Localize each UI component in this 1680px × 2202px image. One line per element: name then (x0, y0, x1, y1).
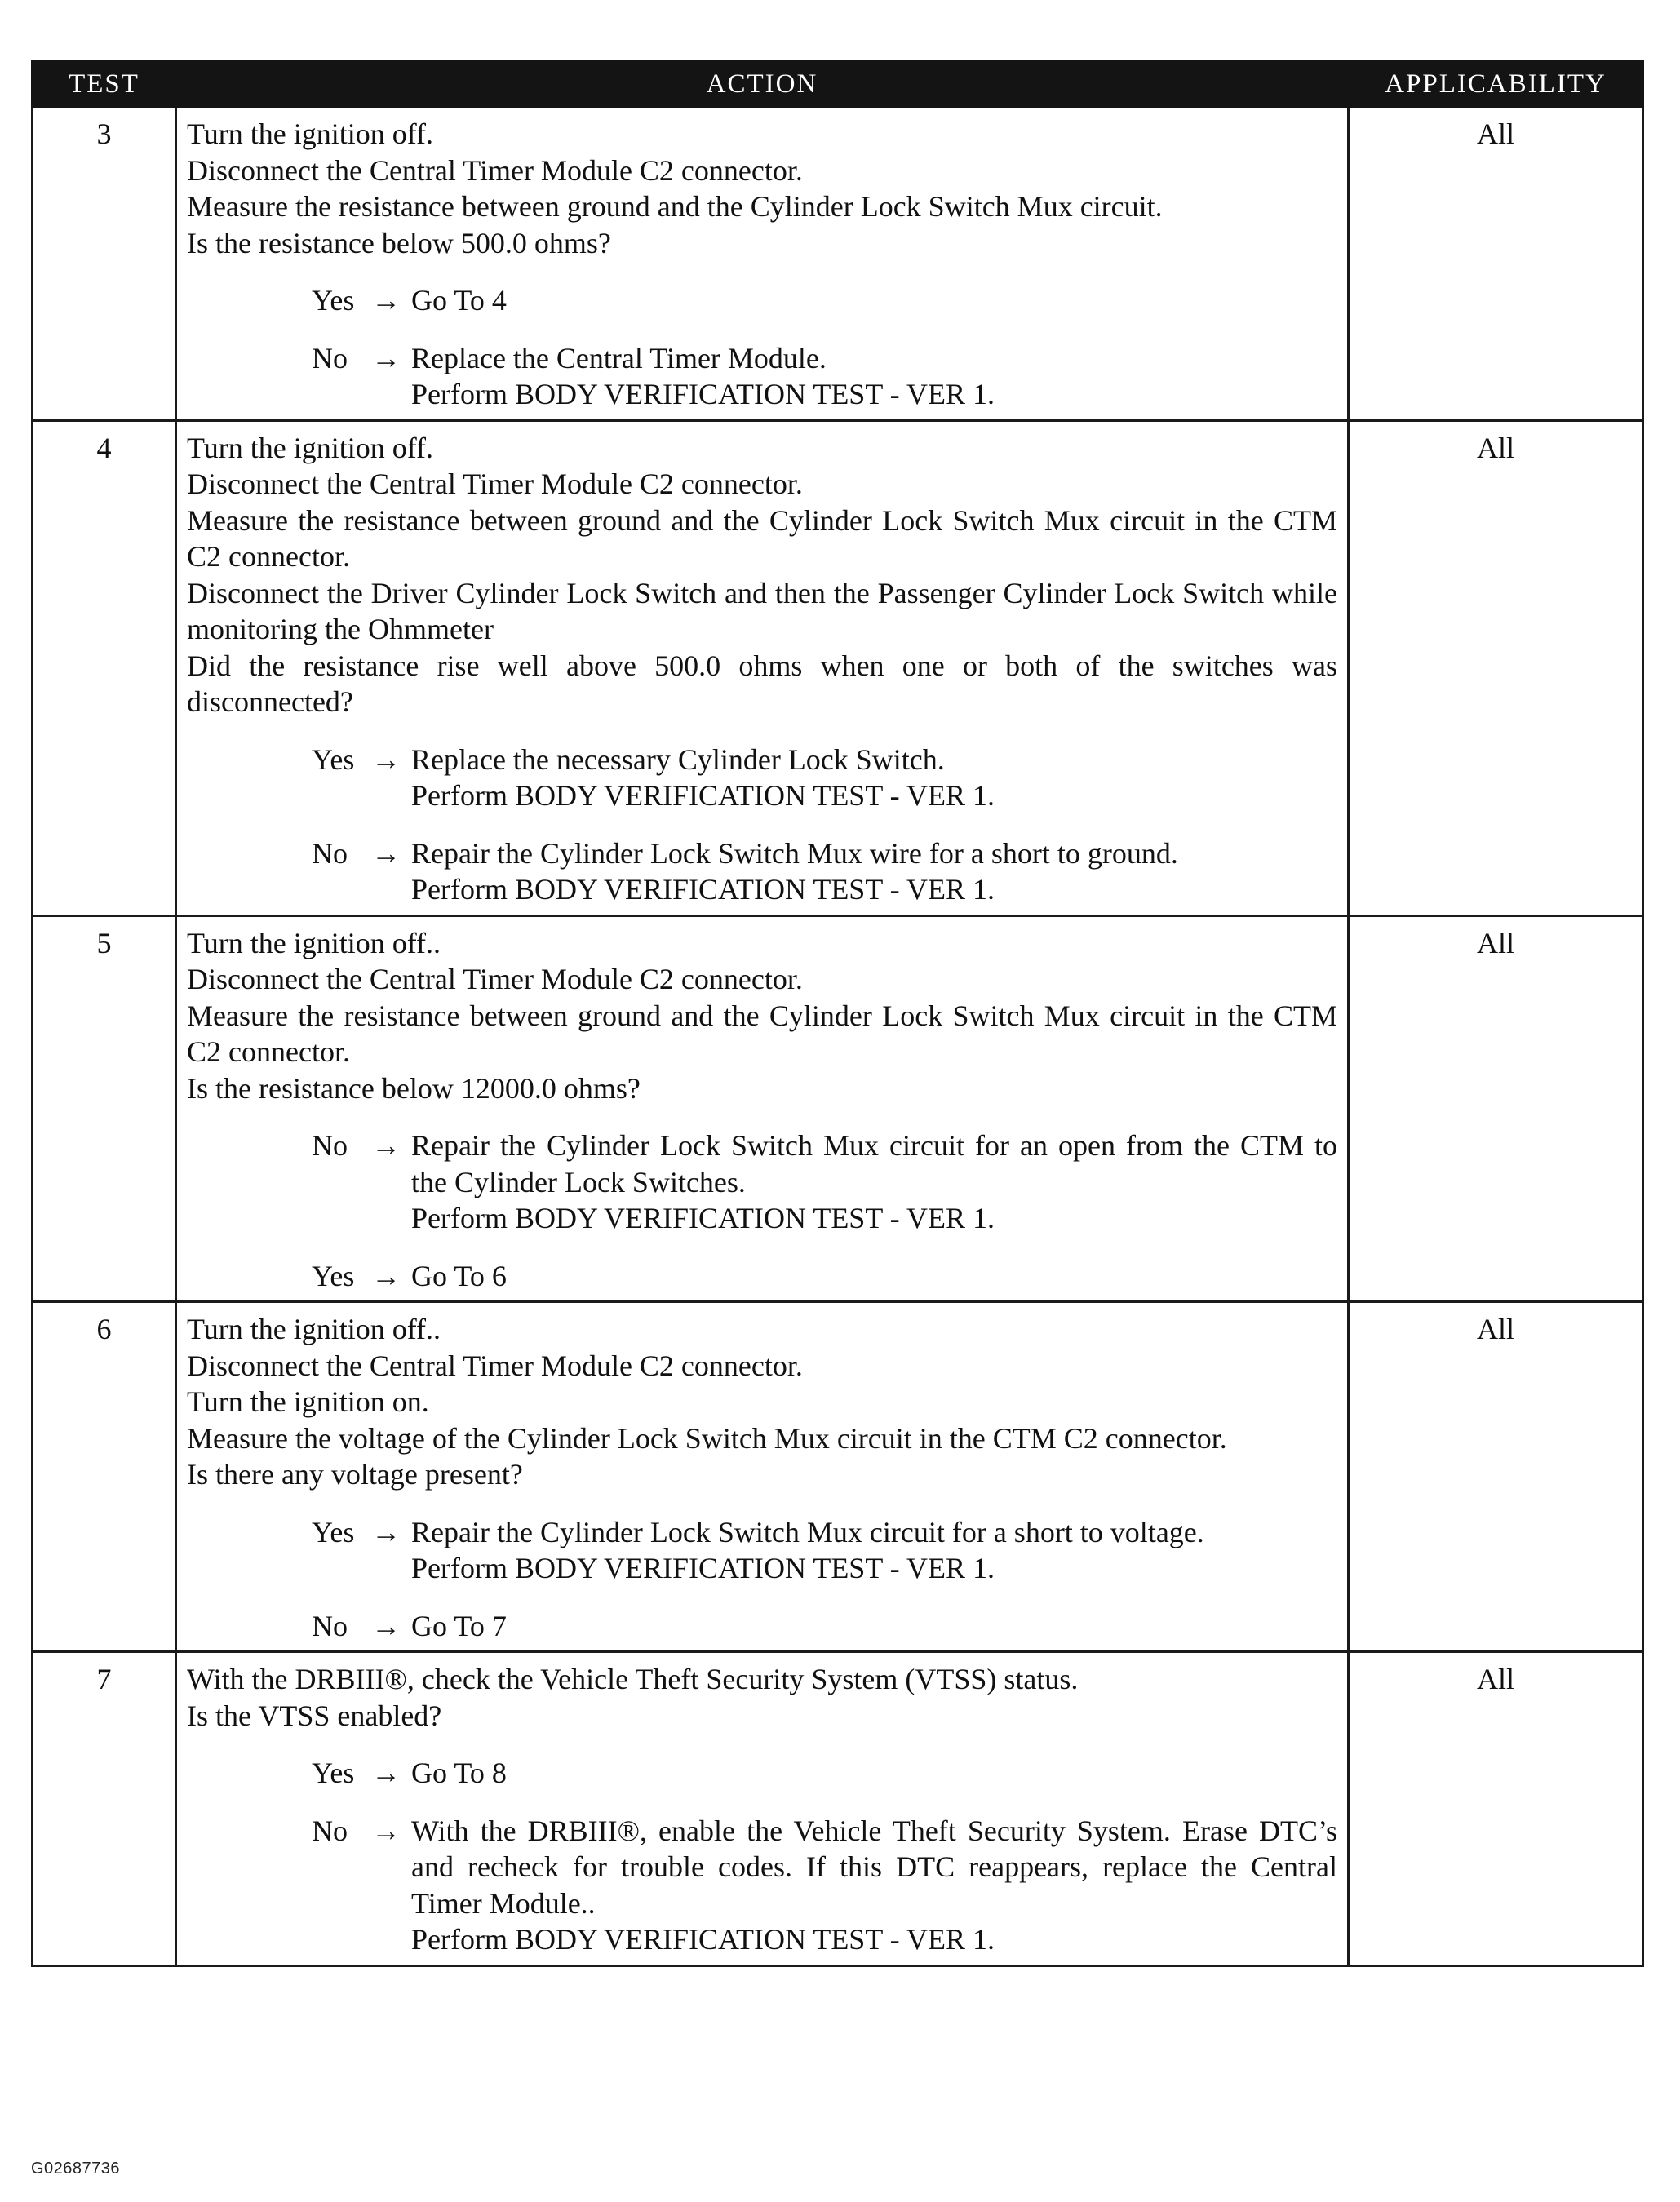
branch-text-line: Replace the necessary Cylinder Lock Switch. (411, 742, 945, 776)
table-row (33, 420, 1643, 915)
branch-text-line: Perform BODY VERIFICATION TEST - VER 1. (411, 779, 995, 812)
outcome-branch (312, 282, 1337, 319)
action-step: With the DRBIII®, check the Vehicle Theft Security System (VTSS) status. (187, 1663, 1079, 1695)
arrow-right-icon: → (371, 341, 401, 374)
branch-text-line: Perform BODY VERIFICATION TEST - VER 1. (411, 1923, 995, 1956)
action-step: Turn the ignition off. (187, 431, 434, 464)
branch-instructions (411, 282, 1337, 319)
arrow-right-icon: → (371, 1814, 401, 1847)
branch-label: No (312, 341, 348, 374)
action-cell (176, 107, 1349, 421)
action-step: Is there any voltage present? (187, 1458, 523, 1491)
test-number: 5 (33, 915, 176, 1302)
branch-label: No (312, 836, 348, 870)
action-step: Measure the resistance between ground and the Cylinder Lock Switch Mux circuit in the CTM C2 connector. (187, 999, 1337, 1068)
action-step: Turn the ignition on. (187, 1385, 429, 1418)
table-header-row (33, 62, 1643, 107)
arrow-right-icon: → (371, 1129, 401, 1162)
action-cell (176, 1302, 1349, 1652)
table-row (33, 1652, 1643, 1966)
branch-text-line: Perform BODY VERIFICATION TEST - VER 1. (411, 378, 995, 410)
outcome-branch (312, 340, 1337, 413)
test-number: 4 (33, 420, 176, 915)
action-cell (176, 915, 1349, 1302)
branch-text-line: Go To 8 (411, 1757, 507, 1789)
branch-instructions (411, 1128, 1337, 1237)
action-step: Turn the ignition off.. (187, 1313, 441, 1345)
outcome-branch (312, 1608, 1337, 1645)
outcome-branch (312, 1514, 1337, 1587)
branch-instructions (411, 835, 1337, 908)
arrow-right-icon: → (371, 1515, 401, 1548)
action-step: Disconnect the Central Timer Module C2 connector. (187, 963, 803, 995)
header-action: ACTION (176, 62, 1349, 107)
branch-label: Yes (312, 742, 355, 776)
branch-text-line: Repair the Cylinder Lock Switch Mux wire for a short to ground. (411, 836, 1178, 870)
branch-label: Yes (312, 1515, 355, 1548)
header-test: TEST (33, 62, 176, 107)
test-procedure-table (31, 60, 1644, 1967)
table-row (33, 1302, 1643, 1652)
action-step: Measure the voltage of the Cylinder Lock Switch Mux circuit in the CTM C2 connector. (187, 1421, 1227, 1455)
test-number: 6 (33, 1302, 176, 1652)
branch-text-line: Perform BODY VERIFICATION TEST - VER 1. (411, 873, 995, 906)
table-row (33, 107, 1643, 421)
action-step: Disconnect the Driver Cylinder Lock Switch and then the Passenger Cylinder Lock Switch while monitoring the Ohmmeter (187, 576, 1337, 645)
applicability-value: All (1349, 1652, 1643, 1966)
arrow-right-icon: → (371, 284, 401, 317)
branch-instructions (411, 1608, 1337, 1645)
action-step: Disconnect the Central Timer Module C2 connector. (187, 153, 803, 187)
branch-text-line: Go To 7 (411, 1609, 507, 1642)
branch-instructions (411, 1514, 1337, 1587)
branch-label: Yes (312, 1757, 355, 1789)
applicability-value: All (1349, 420, 1643, 915)
branch-text-line: Repair the Cylinder Lock Switch Mux circuit for an open from the CTM to the Cylinder Lock Switches. (411, 1129, 1337, 1198)
action-cell (176, 420, 1349, 915)
arrow-right-icon: → (371, 742, 401, 776)
table-row (33, 915, 1643, 1302)
action-step: Is the resistance below 12000.0 ohms? (187, 1071, 641, 1105)
branch-text-line: Perform BODY VERIFICATION TEST - VER 1. (411, 1202, 995, 1234)
branch-label: No (312, 1814, 348, 1847)
branch-instructions (411, 1813, 1337, 1958)
action-cell (176, 1652, 1349, 1966)
action-step: Measure the resistance between ground and the Cylinder Lock Switch Mux circuit. (187, 190, 1163, 223)
action-step: Is the VTSS enabled? (187, 1699, 442, 1732)
branch-instructions (411, 1258, 1337, 1295)
outcome-branch (312, 1813, 1337, 1958)
branch-text-line: Repair the Cylinder Lock Switch Mux circuit for a short to voltage. (411, 1515, 1204, 1548)
branch-label: Yes (312, 1259, 355, 1292)
branch-text-line: Perform BODY VERIFICATION TEST - VER 1. (411, 1552, 995, 1584)
branch-text-line: With the DRBIII®, enable the Vehicle Theft Security System. Erase DTC’s and recheck for trouble codes. If this DTC reappears, replace the Central Timer Module.. (411, 1814, 1337, 1920)
arrow-right-icon: → (371, 1757, 401, 1789)
outcome-branch (312, 1258, 1337, 1295)
applicability-value: All (1349, 915, 1643, 1302)
arrow-right-icon: → (371, 1259, 401, 1292)
outcome-branch (312, 742, 1337, 814)
outcome-branch (312, 835, 1337, 908)
header-applicability: APPLICABILITY (1349, 62, 1643, 107)
branch-label: No (312, 1129, 348, 1162)
branch-instructions (411, 340, 1337, 413)
table-body (33, 107, 1643, 1966)
action-step: Disconnect the Central Timer Module C2 connector. (187, 1349, 803, 1382)
branch-instructions (411, 742, 1337, 814)
applicability-value: All (1349, 1302, 1643, 1652)
applicability-value: All (1349, 107, 1643, 421)
figure-id: G02687736 (31, 2160, 121, 2178)
branch-text-line: Go To 6 (411, 1259, 507, 1292)
branch-instructions (411, 1755, 1337, 1792)
action-step: Is the resistance below 500.0 ohms? (187, 226, 611, 259)
arrow-right-icon: → (371, 1609, 401, 1642)
test-number: 7 (33, 1652, 176, 1966)
test-number: 3 (33, 107, 176, 421)
branch-label: No (312, 1609, 348, 1642)
branch-text-line: Replace the Central Timer Module. (411, 341, 827, 374)
action-step: Measure the resistance between ground and the Cylinder Lock Switch Mux circuit in the CTM C2 connector. (187, 503, 1337, 573)
arrow-right-icon: → (371, 836, 401, 870)
branch-text-line: Go To 4 (411, 284, 507, 317)
action-step: Disconnect the Central Timer Module C2 connector. (187, 467, 803, 500)
outcome-branch (312, 1128, 1337, 1237)
outcome-branch (312, 1755, 1337, 1792)
action-step: Turn the ignition off. (187, 117, 434, 150)
branch-label: Yes (312, 284, 355, 317)
action-step: Turn the ignition off.. (187, 926, 441, 959)
action-step: Did the resistance rise well above 500.0 ohms when one or both of the switches was disconnected? (187, 649, 1337, 718)
